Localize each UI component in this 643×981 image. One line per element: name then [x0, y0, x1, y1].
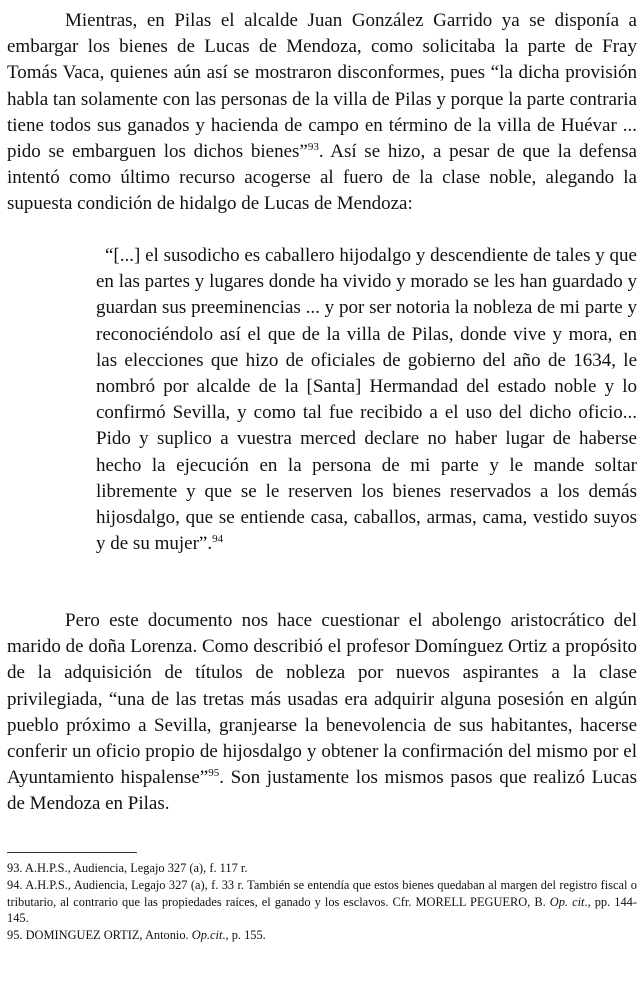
- footnote-text: 93. A.H.P.S., Audiencia, Legajo 327 (a), f. 117 r.: [7, 861, 248, 875]
- footnote-text-tail: ., pp. 144-145.: [7, 894, 637, 926]
- footnote-italic: Op. cit: [549, 894, 585, 909]
- footnotes: [7, 860, 637, 944]
- paragraph-text-tail: . Son justamente los mismos pasos que realizó Lucas de Mendoza en Pilas.: [7, 767, 637, 815]
- paragraph-text: Pero este documento nos hace cuestionar el abolengo aristocrático del marido de doña Lorenza. Como describió el profesor Domínguez Ortiz a propósito de la adquisición de títulos de nobleza por nuevos aspirantes a la clase privilegiada, “una de las tretas más usadas era adquirir alguna posesión en algún pueblo próximo a Sevilla, granjearse la benevolencia de sus habitantes, hacerse conferir un oficio propio de hijosdalgo y obtener la confirmación del mismo por el Ayuntamiento hispalense”: [7, 610, 637, 789]
- footnote-95: [7, 927, 637, 944]
- paragraph-pero: [7, 608, 637, 818]
- quote-text: “[...] el susodicho es caballero hijodalgo y descendiente de tales y que en las partes y lugares donde ha vivido y morado se les han guardado y guardan sus preeminencias ... y por ser notoria la nobleza de mi parte y reconociéndolo así el que de la villa de Pilas, donde vive y mora, en las elecciones que hizo de oficiales de gobierno del año de 1634, le nombró por alcalde de la [Santa] Hermandad del estado noble y lo confirmó Sevilla, y como tal fue recibido a el uso del dicho oficio... Pido y suplico a vuestra merced declare no haber lugar de haberse hecho la ejecución en la persona de mi parte y le mande soltar libremente y que se le reserven los bienes reservados a los demás hijosdalgo, que se entiende casa, caballos, armas, cama, vestido suyos y de su mujer”.: [96, 245, 637, 555]
- footnote-ref-93: 93: [307, 141, 319, 154]
- paragraph-text: Mientras, en Pilas el alcalde Juan González Garrido ya se disponía a embargar los bienes de Lucas de Mendoza, como solicitaba la parte de Fray Tomás Vaca, quienes aún así se mostraron disconformes, pues “la dicha provisión habla tan solamente con las personas de la villa de Pilas y porque la parte contraria tiene todos sus ganados y hacienda de campo en término de la villa de Huévar ... pido se embarguen los dichos bienes”: [7, 10, 637, 163]
- footnote-text-tail: ., p. 155.: [222, 928, 266, 943]
- footnote-text: 95. DOMINGUEZ ORTIZ, Antonio.: [7, 928, 192, 943]
- block-quote: [96, 243, 637, 557]
- footnote-ref-95: 95: [208, 767, 220, 780]
- paragraph-mientras: [7, 8, 637, 218]
- footnote-ref-94: 94: [212, 533, 224, 546]
- footnote-94: [7, 877, 637, 927]
- footnote-93: [7, 860, 637, 877]
- footnote-text: 94. A.H.P.S., Audiencia, Legajo 327 (a), f. 33 r. También se entendía que estos bienes quedaban al margen del registro fiscal o tributario, al contrario que las propiedades raíces, el ganado y los esclavos. Cfr. MORELL PEGUERO, B.: [7, 877, 637, 909]
- paragraph-text-tail: . Así se hizo, a pesar de que la defensa intentó como último recurso acogerse al fuero de la clase noble, alegando la supuesta condición de hidalgo de Lucas de Mendoza:: [7, 141, 637, 215]
- footnote-italic: Op.cit: [191, 928, 223, 943]
- footnote-separator: [7, 852, 137, 853]
